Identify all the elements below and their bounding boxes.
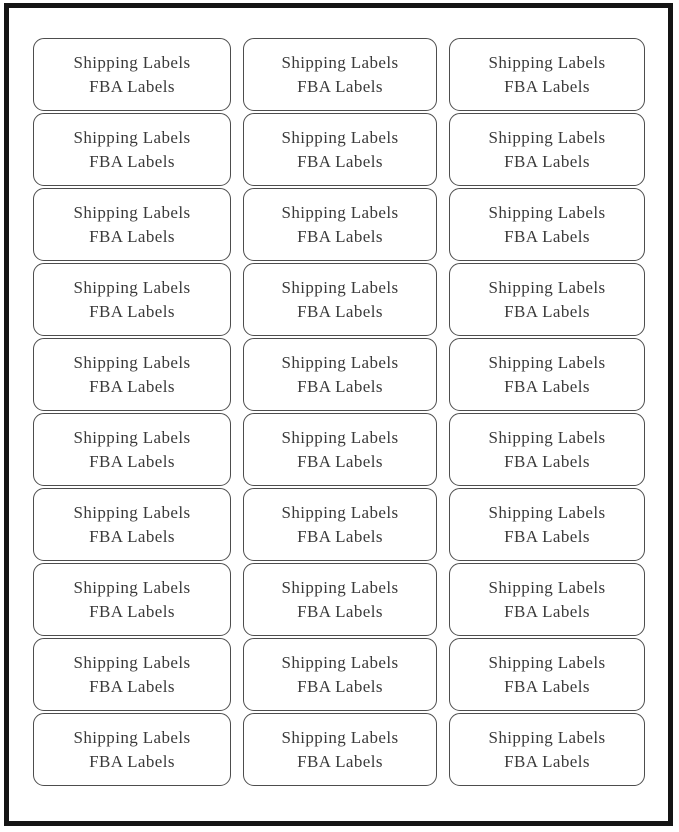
label-cell xyxy=(449,188,645,261)
label-line-1: Shipping Labels xyxy=(73,577,191,597)
label-line-1: Shipping Labels xyxy=(281,127,399,147)
label-line-1: Shipping Labels xyxy=(488,127,606,147)
label-cell xyxy=(243,338,437,411)
label-line-2: FBA Labels xyxy=(297,526,383,546)
label-cell xyxy=(33,113,231,186)
label-cell xyxy=(243,38,437,111)
label-line-1: Shipping Labels xyxy=(488,202,606,222)
label-cell xyxy=(33,263,231,336)
label-line-2: FBA Labels xyxy=(89,151,175,171)
label-line-2: FBA Labels xyxy=(297,151,383,171)
label-cell xyxy=(33,413,231,486)
label-line-2: FBA Labels xyxy=(89,226,175,246)
label-line-1: Shipping Labels xyxy=(281,202,399,222)
label-line-1: Shipping Labels xyxy=(73,652,191,672)
label-line-1: Shipping Labels xyxy=(281,52,399,72)
label-line-2: FBA Labels xyxy=(504,601,590,621)
label-line-1: Shipping Labels xyxy=(73,352,191,372)
label-grid xyxy=(33,38,645,786)
label-cell xyxy=(449,113,645,186)
label-line-2: FBA Labels xyxy=(504,301,590,321)
label-line-1: Shipping Labels xyxy=(488,352,606,372)
label-line-1: Shipping Labels xyxy=(488,277,606,297)
label-line-2: FBA Labels xyxy=(504,151,590,171)
label-line-1: Shipping Labels xyxy=(488,577,606,597)
label-line-1: Shipping Labels xyxy=(73,52,191,72)
label-line-1: Shipping Labels xyxy=(73,502,191,522)
label-cell xyxy=(449,488,645,561)
label-line-2: FBA Labels xyxy=(89,376,175,396)
label-line-1: Shipping Labels xyxy=(73,277,191,297)
label-line-1: Shipping Labels xyxy=(488,427,606,447)
label-line-2: FBA Labels xyxy=(504,526,590,546)
label-line-1: Shipping Labels xyxy=(281,352,399,372)
label-cell xyxy=(243,638,437,711)
label-cell xyxy=(449,413,645,486)
label-cell xyxy=(243,413,437,486)
label-cell xyxy=(243,113,437,186)
label-line-2: FBA Labels xyxy=(89,451,175,471)
label-line-2: FBA Labels xyxy=(504,451,590,471)
label-cell xyxy=(243,713,437,786)
label-line-2: FBA Labels xyxy=(89,601,175,621)
label-cell xyxy=(449,338,645,411)
label-line-1: Shipping Labels xyxy=(73,202,191,222)
label-line-2: FBA Labels xyxy=(297,601,383,621)
label-cell xyxy=(33,188,231,261)
label-line-1: Shipping Labels xyxy=(73,427,191,447)
label-cell xyxy=(33,563,231,636)
label-line-2: FBA Labels xyxy=(297,226,383,246)
label-line-1: Shipping Labels xyxy=(73,727,191,747)
label-cell xyxy=(33,38,231,111)
label-cell xyxy=(449,638,645,711)
label-line-2: FBA Labels xyxy=(89,751,175,771)
label-cell xyxy=(243,263,437,336)
label-line-1: Shipping Labels xyxy=(488,52,606,72)
label-line-1: Shipping Labels xyxy=(281,427,399,447)
label-line-1: Shipping Labels xyxy=(488,502,606,522)
label-cell xyxy=(449,38,645,111)
label-cell xyxy=(243,488,437,561)
label-line-2: FBA Labels xyxy=(504,376,590,396)
label-cell xyxy=(449,263,645,336)
label-cell xyxy=(449,563,645,636)
label-line-1: Shipping Labels xyxy=(281,577,399,597)
label-line-2: FBA Labels xyxy=(297,376,383,396)
label-line-1: Shipping Labels xyxy=(488,727,606,747)
label-cell xyxy=(243,563,437,636)
label-line-2: FBA Labels xyxy=(297,76,383,96)
label-line-2: FBA Labels xyxy=(504,751,590,771)
label-line-2: FBA Labels xyxy=(89,676,175,696)
label-cell xyxy=(449,713,645,786)
label-line-1: Shipping Labels xyxy=(281,277,399,297)
label-line-2: FBA Labels xyxy=(89,526,175,546)
label-line-2: FBA Labels xyxy=(297,451,383,471)
label-line-2: FBA Labels xyxy=(89,301,175,321)
label-line-2: FBA Labels xyxy=(504,676,590,696)
label-line-1: Shipping Labels xyxy=(281,727,399,747)
label-cell xyxy=(243,188,437,261)
label-line-2: FBA Labels xyxy=(297,751,383,771)
label-cell xyxy=(33,338,231,411)
label-cell xyxy=(33,638,231,711)
label-line-1: Shipping Labels xyxy=(488,652,606,672)
label-line-1: Shipping Labels xyxy=(281,652,399,672)
label-cell xyxy=(33,713,231,786)
label-line-2: FBA Labels xyxy=(89,76,175,96)
label-line-2: FBA Labels xyxy=(297,301,383,321)
label-line-1: Shipping Labels xyxy=(73,127,191,147)
label-line-2: FBA Labels xyxy=(297,676,383,696)
label-line-2: FBA Labels xyxy=(504,226,590,246)
label-line-1: Shipping Labels xyxy=(281,502,399,522)
label-line-2: FBA Labels xyxy=(504,76,590,96)
label-cell xyxy=(33,488,231,561)
